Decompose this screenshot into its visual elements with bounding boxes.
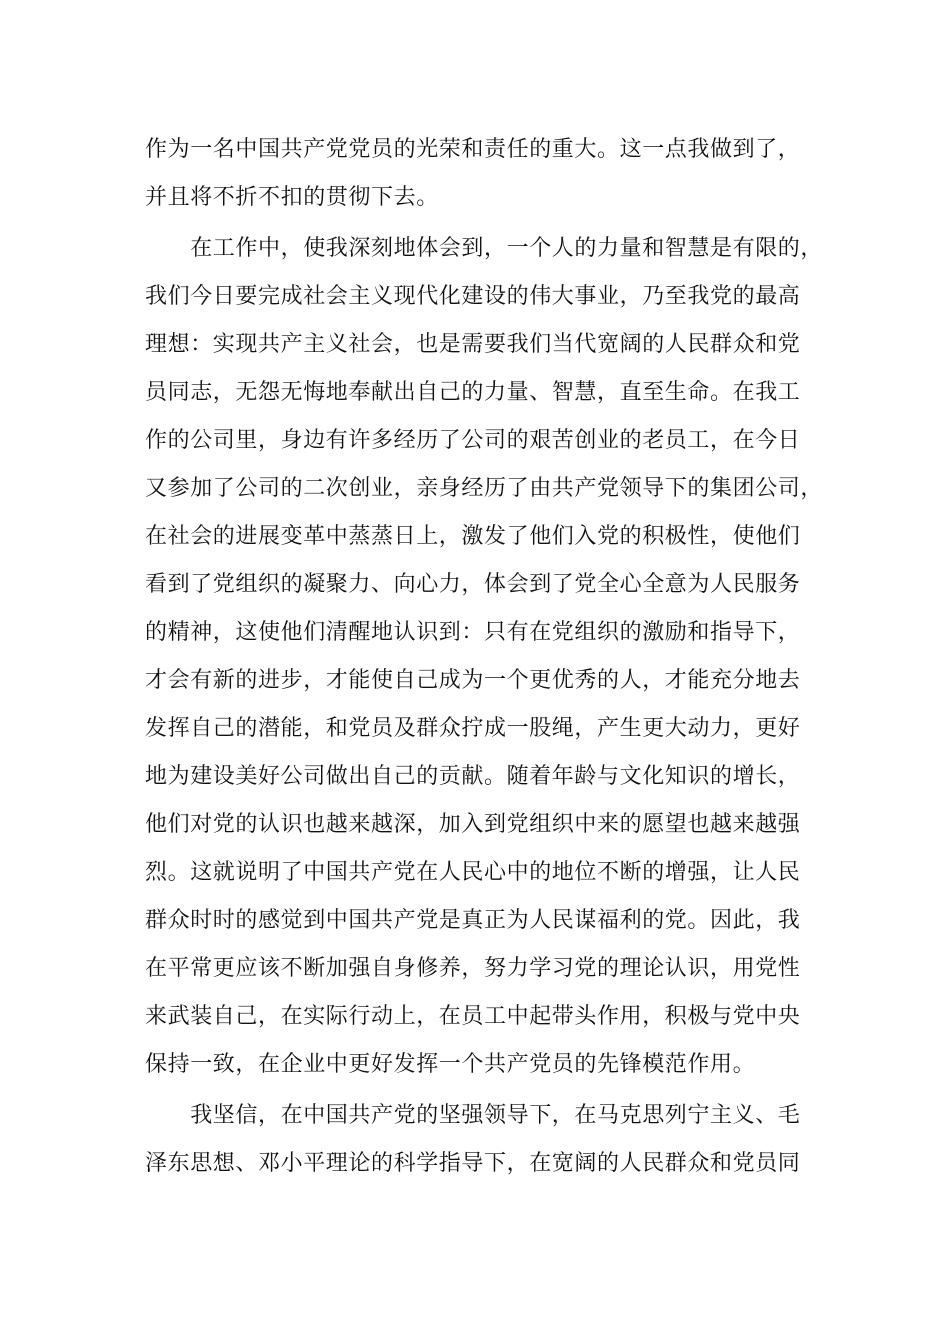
text-line: 的精神，这使他们清醒地认识到：只有在党组织的激励和指导下， [145,620,801,645]
text-line: 烈。这就说明了中国共产党在人民心中的地位不断的增强，让人民 [145,860,801,885]
text-line: 作的公司里，身边有许多经历了公司的艰苦创业的老员工，在今日 [145,428,801,453]
text-line: 泽东思想、邓小平理论的科学指导下，在宽阔的人民群众和党员同 [145,1151,801,1176]
text-line: 员同志，无怨无悔地奉献出自己的力量、智慧，直至生命。在我工 [145,380,801,405]
text-line: 群众时时的感觉到中国共产党是真正为人民谋福利的党。因此，我 [145,908,801,933]
body-text [145,126,825,1188]
paragraph-start-line: 我坚信，在中国共产党的坚强领导下，在马克思列宁主义、毛 [145,1103,801,1128]
text-line: 理想：实现共产主义社会，也是需要我们当代宽阔的人民群众和党 [145,332,801,357]
paragraph-start-line: 在工作中，使我深刻地体会到，一个人的力量和智慧是有限的， [145,236,824,261]
text-line: 看到了党组织的凝聚力、向心力，体会到了党全心全意为人民服务 [145,572,801,597]
text-line: 在平常更应该不断加强自身修养，努力学习党的理论认识，用党性 [145,956,801,981]
text-line: 他们对党的认识也越来越深，加入到党组织中来的愿望也越来越强 [145,812,801,837]
text-line: 保持一致，在企业中更好发挥一个共产党员的先锋模范作用。 [145,1052,756,1077]
text-line: 在社会的进展变革中蒸蒸日上，激发了他们入党的积极性，使他们 [145,524,801,549]
text-line: 又参加了公司的二次创业，亲身经历了由共产党领导下的集团公司， [145,476,824,501]
text-line: 我们今日要完成社会主义现代化建设的伟大事业，乃至我党的最高 [145,284,801,309]
text-line: 作为一名中国共产党党员的光荣和责任的重大。这一点我做到了， [145,137,801,162]
text-line: 来武装自己，在实际行动上，在员工中起带头作用，积极与党中央 [145,1004,801,1029]
text-line: 才会有新的进步，才能使自己成为一个更优秀的人，才能充分地去 [145,668,801,693]
text-line: 发挥自己的潜能，和党员及群众拧成一股绳，产生更大动力，更好 [145,716,801,741]
text-line: 并且将不折不扣的贯彻下去。 [145,185,439,210]
text-line: 地为建设美好公司做出自己的贡献。随着年龄与文化知识的增长， [145,764,801,789]
